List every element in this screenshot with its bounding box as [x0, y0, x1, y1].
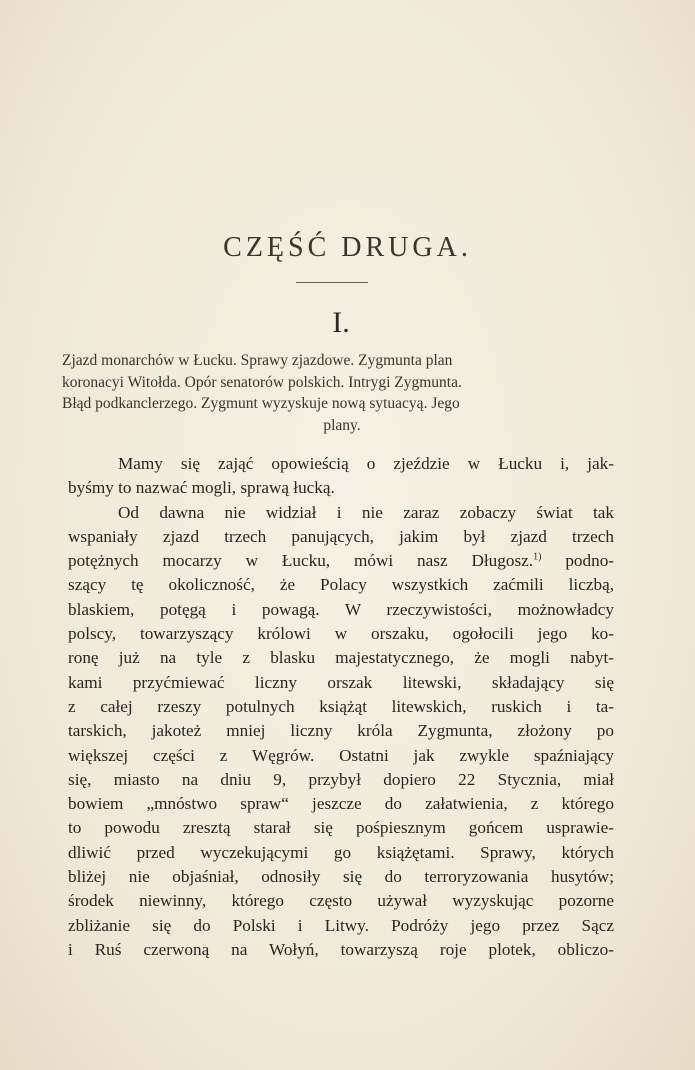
body-line: środek niewinny, którego często używał wyzyskując pozorne: [68, 891, 614, 911]
summary-line: Błąd podkanclerzego. Zygmunt wyzyskuje nową sytuacyą. Jego: [62, 395, 460, 412]
body-line: i Ruś czerwoną na Wołyń, towarzyszą roje plotek, obliczo-: [68, 939, 614, 959]
summary-line: Zjazd monarchów w Łucku. Sprawy zjazdowe. Zygmunta plan: [62, 352, 453, 369]
body-line: dliwić przed wyczekującymi go książętami. Sprawy, których: [68, 842, 614, 862]
body-line: to powodu zresztą starał się pośpiesznym gońcem usprawie-: [68, 818, 614, 838]
body-line: bliżej nie objaśniał, odnosiły się do terroryzowania husytów;: [68, 867, 614, 887]
body-line: polscy, towarzyszący królowi w orszaku, ogołocili jego ko-: [68, 624, 614, 644]
summary-line: koronacyi Witołda. Opór senatorów polskich. Intrygi Zygmunta.: [62, 373, 462, 391]
summary-line: plany.: [323, 416, 361, 434]
body-line: z całej rzeszy potulnych książąt litewskich, ruskich i ta-: [68, 696, 614, 716]
body-text: [68, 452, 614, 962]
body-line-text: potężnych mocarzy w Łucku, mówi nasz Długosz.: [68, 551, 534, 571]
body-line: [68, 549, 614, 573]
body-line: zbliżanie się do Polski i Litwy. Podróży jego przez Sącz: [68, 915, 614, 935]
chapter-summary: [62, 350, 622, 436]
chapter-number: I.: [332, 306, 350, 339]
body-line: Mamy się zająć opowieścią o zjeździe w Łucku i, jak-: [118, 454, 614, 473]
body-line: kami przyćmiewać liczny orszak litewski, składający się: [68, 672, 614, 692]
part-title: CZĘŚĆ DRUGA.: [223, 232, 472, 263]
body-line: Od dawna nie widział i nie zaraz zobaczy świat tak: [118, 502, 614, 522]
body-line: większej części z Węgrów. Ostatni jak zwykle spaźniający: [68, 745, 614, 765]
body-line: blaskiem, potęgą i powagą. W rzeczywistości, możnowładcy: [68, 599, 614, 619]
body-line: wspaniały zjazd trzech panujących, jakim był zjazd trzech: [68, 526, 614, 546]
footnote-marker: 1): [533, 551, 542, 563]
body-line: ronę już na tyle z blasku majestatycznego, że mogli nabyt-: [68, 648, 614, 668]
body-line: tarskich, jakoteż mniej liczny króla Zygmunta, złożony po: [68, 721, 614, 741]
body-line-text: podno-: [565, 551, 615, 571]
body-line: się, miasto na dniu 9, przybył dopiero 22 Stycznia, miał: [68, 769, 614, 789]
body-line: bowiem „mnóstwo spraw“ jeszcze do załatwienia, z którego: [68, 794, 614, 814]
title-rule: [296, 282, 368, 283]
body-line: byśmy to nazwać mogli, sprawą łucką.: [68, 478, 335, 498]
body-line: szący tę okoliczność, że Polacy wszystkich zaćmili liczbą,: [68, 575, 614, 595]
